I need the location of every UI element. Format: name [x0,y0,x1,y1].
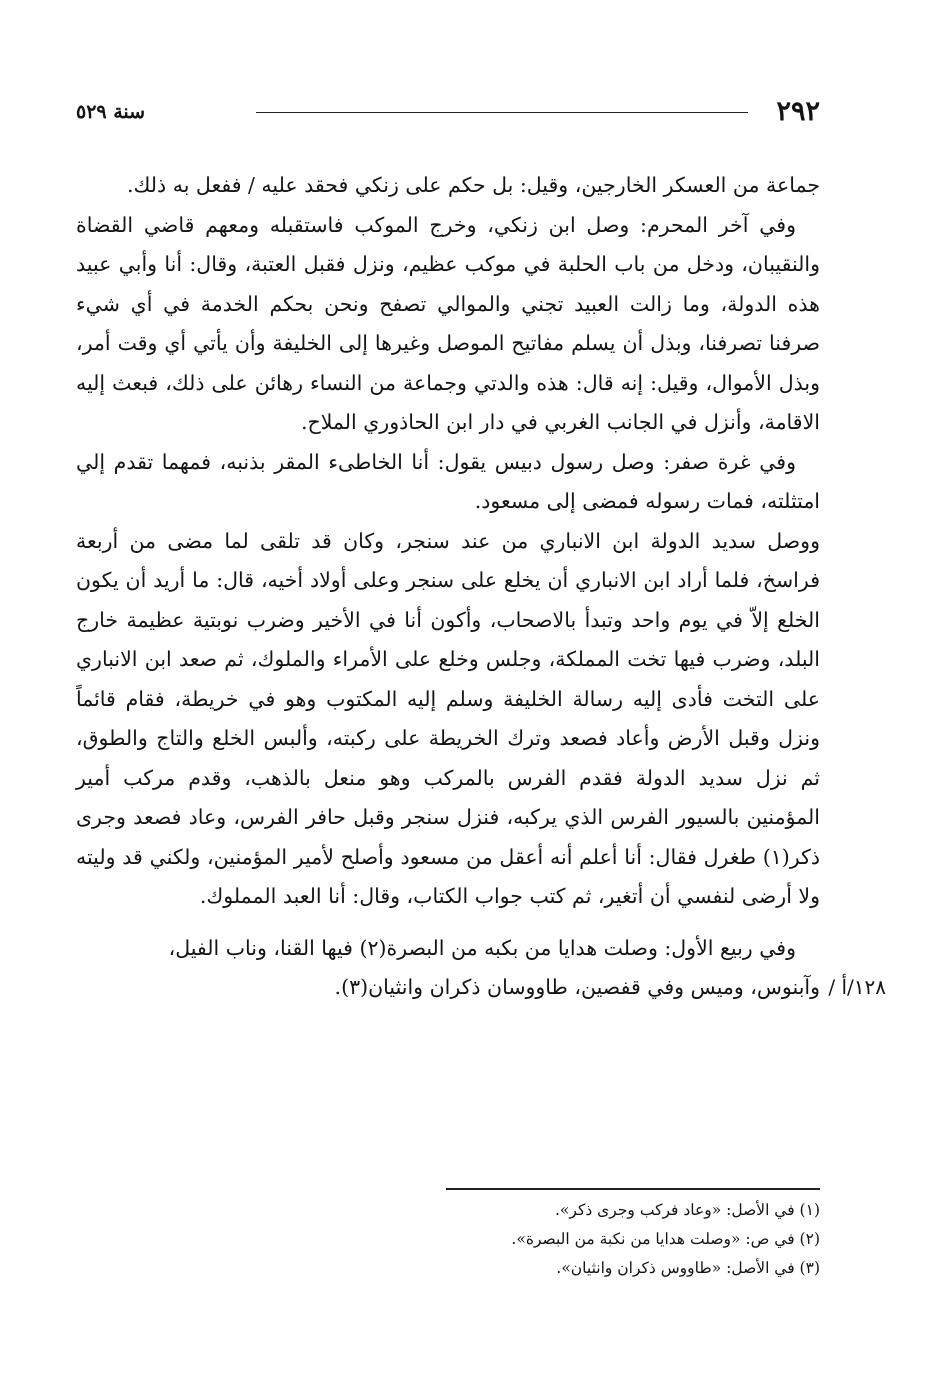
footnote-rule [446,1188,820,1190]
header-rule [256,112,748,113]
paragraph-3: وفي غرة صفر: وصل رسول دبيس يقول: أنا الخاطىء المقر بذنبه، فمهما تقدم إلي امتثلته، فمات رسوله فمضى إلى مسعود. [76,449,820,513]
main-text [76,166,886,1008]
running-head: سنة ٥٢٩ [76,101,146,123]
page-header [76,92,820,132]
folio-margin-note: ١٢٨/أ / [828,975,886,999]
page-number: ٢٩٢ [776,96,820,127]
footnote-2: (٢) في ص: «وصلت هدايا من نكبة من البصرة». [511,1230,820,1248]
paragraph-6-line [76,968,886,1008]
paragraph-1: جماعة من العسكر الخارجين، وقيل: بل حكم على زنكي فحقد عليه / ففعل به ذلك. [127,173,820,197]
paragraph-5: وفي ربيع الأول: وصلت هدايا من بكبه من البصرة(٢) فيها القنا، وناب الفيل، [168,935,796,960]
paragraph-2: وفي آخر المحرم: وصل ابن زنكي، وخرج الموكب فاستقبله ومعهم قاضي القضاة والنقيبان، ودخل من باب الحلبة في موكب عظيم، ونزل فقبل العتبة، وقال: أنا وأبي عبيد هذه الدولة، وما زالت العبيد تجني والموالي تصفح ونحن بحكم الخدمة في أي شيء صرفنا تصرفنا، وبذل أن يسلم مفاتيح الموصل وغيرها إلى الخليفة وأن يأتي أي وقت أمر، وبذل الأموال، وقيل: إنه قال: هذه والدتي وجماعة من النساء رهائن على ذلك، فبعث إليه الاقامة، وأنزل في الجانب الغربي في دار ابن الحاذوري الملاح. [76,212,820,434]
footnotes [220,1196,820,1283]
footnote-1: (١) في الأصل: «وعاد فركب وجرى ذكر». [555,1201,820,1219]
paragraph-6: وآبنوس، وميس وفي قفصين، طاووسان ذكران وانثيان(٣). [334,975,820,999]
footnote-3: (٣) في الأصل: «طاووس ذكران وانثيان». [556,1259,820,1277]
paragraph-4: ووصل سديد الدولة ابن الانباري من عند سنجر، وكان قد تلقى لما مضى من أربعة فراسخ، فلما أراد ابن الانباري أن يخلع على سنجر وعلى أولاد أخيه، قال: ما أريد أن يكون الخلع إلاّ في يوم واحد وتبدأ بالاصحاب، وأكون أنا في الأخير وضرب نوبتية عظيمة خارج البلد، وضرب فيها تخت المملكة، وجلس وخلع على الأمراء والملوك، ثم صعد ابن الانباري على التخت فأدى إليه رسالة الخليفة وسلم إليه المكتوب وهو في خريطة، فقام قائماً ونزل وقبل الأرض وأعاد فصعد وترك الخريطة على ركبته، وألبس الخلع والتاج والطوق، ثم نزل سديد الدولة فقدم الفرس بالمركب وهو منعل بالذهب، وقدم مركب أمير المؤمنين بالسيور الفرس الذي يركبه، فنزل سنجر وقبل حافر الفرس، وعاد فصعد وجرى ذكر(١) طغرل فقال: أنا أعلم أنه أعقل من مسعود وأصلح لأمير المؤمنين، ولكني قد وليته ولا أرضى لنفسي أن أتغير، ثم كتب جواب الكتاب، وقال: أنا العبد المملوك. [76,528,820,908]
